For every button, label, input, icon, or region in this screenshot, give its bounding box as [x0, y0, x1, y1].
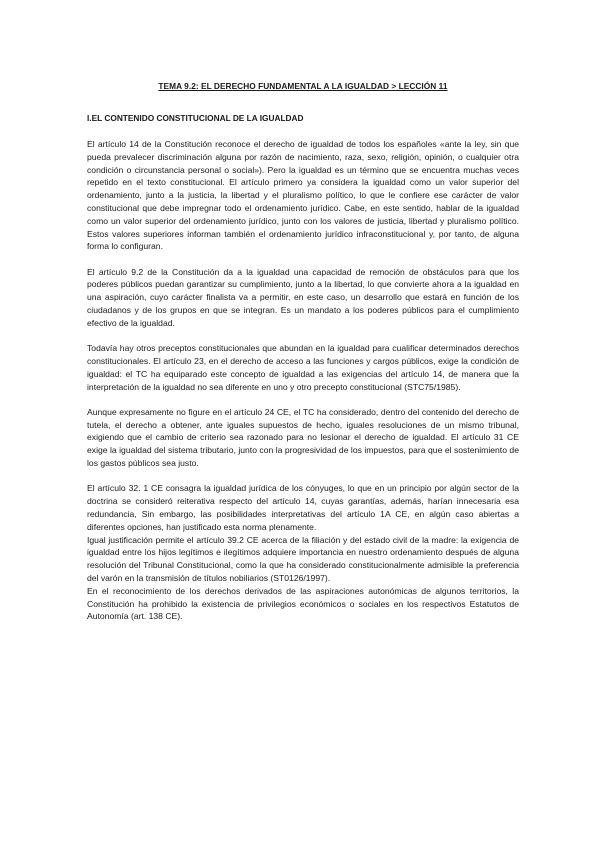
- document-body: [87, 80, 519, 623]
- section-heading: I.EL CONTENIDO CONSTITUCIONAL DE LA IGUALDAD: [87, 113, 304, 123]
- paragraph-article-138: En el reconocimiento de los derechos derivados de las aspiraciones autonómicas de algunos territorios, la Constitución ha prohibido la existencia de privilegios económicos o sociales en los respectivos Estatutos de Autonomía (art. 138 CE).: [87, 585, 519, 622]
- paragraph-article-23: Todavía hay otros preceptos constitucionales que abundan en la igualdad para cualificar determinados derechos constitucionales. El artículo 23, en el derecho de acceso a las funciones y cargos públicos, exige la condición de igualdad: el TC ha equiparado este concepto de igualdad a las exigencias del artículo 14, de manera que la interpretación de la igualdad no sea diferente en uno y otro precepto constitucional (STC75/1985).: [87, 343, 519, 392]
- document-title: TEMA 9.2: EL DERECHO FUNDAMENTAL A LA IGUALDAD > LECCIÓN 11: [158, 81, 448, 91]
- paragraph-article-9-2: El artículo 9.2 de la Constitución da a la igualdad una capacidad de remoción de obstáculos para que los poderes públicos puedan garantizar su cumplimiento, junto a la libertad, lo que convierte ahora a la igualdad en una aspiración, cuyo carácter finalista va a permitir, en este caso, un desarrollo que estará en función de los ciudadanos y de los grupos en que se integran. Es un mandato a los poderes públicos para el cumplimiento efectivo de la igualdad.: [87, 266, 519, 328]
- paragraph-article-14: El artículo 14 de la Constitución reconoce el derecho de igualdad de todos los españoles «ante la ley, sin que pueda prevalecer discriminación alguna por razón de nacimiento, raza, sexo, religión, opinión, o cualquier otra condición o circunstancia personal o social»). Pero la igualdad es un término que se encuentra muchas veces repetido en el texto constitucional. El artículo primero ya considera la igualdad como un valor superior del ordenamiento, junto a la justicia, la libertad y el pluralismo político, lo que le confiere ese carácter de valor constitucional que debe impregnar todo el ordenamiento jurídico. Cabe, en este sentido, hablar de la igualdad como un valor superior del ordenamiento jurídico, junto con los valores de justicia, libertad y pluralismo político. Estos valores superiores informan también el ordenamiento jurídico infraconstitucional y, por tanto, de alguna forma lo configuran.: [87, 139, 519, 252]
- paragraph-article-39-2: Igual justificación permite el artículo 39.2 CE acerca de la filiación y del estado civil de la madre: la exigencia de igualdad entre los hijos legítimos e ilegítimos adquiere importancia en nuestro ordenamiento después de alguna resolución del Tribunal Constitucional, como la que ha considerado constitucionalmente admisible la preferencia del varón en la transmisión de títulos nobiliarios (ST0126/1997).: [87, 534, 519, 583]
- paragraph-article-32: El artículo 32. 1 CE consagra la igualdad jurídica de los cónyuges, lo que en un principio por algún sector de la doctrina se consideró reiterativa respecto del artículo 14, cuyas garantías, además, harían innecesaria esa redundancia, Sin embargo, las posibilidades interpretativas del artículo 1A CE, en algún caso abiertas a diferentes opciones, han justificado esta norma plenamente.: [87, 483, 519, 532]
- paragraph-article-24-31: Aunque expresamente no figure en el artículo 24 CE, el TC ha considerado, dentro del contenido del derecho de tutela, el derecho a obtener, ante iguales supuestos de hecho, iguales resoluciones de un mismo tribunal, exigiendo que el cambio de criterio sea razonado para no lesionar el derecho de igualdad. El artículo 31 CE exige la igualdad del sistema tributario, junto con la progresividad de los impuestos, para que el sostenimiento de los gastos públicos sea justo.: [87, 406, 519, 469]
